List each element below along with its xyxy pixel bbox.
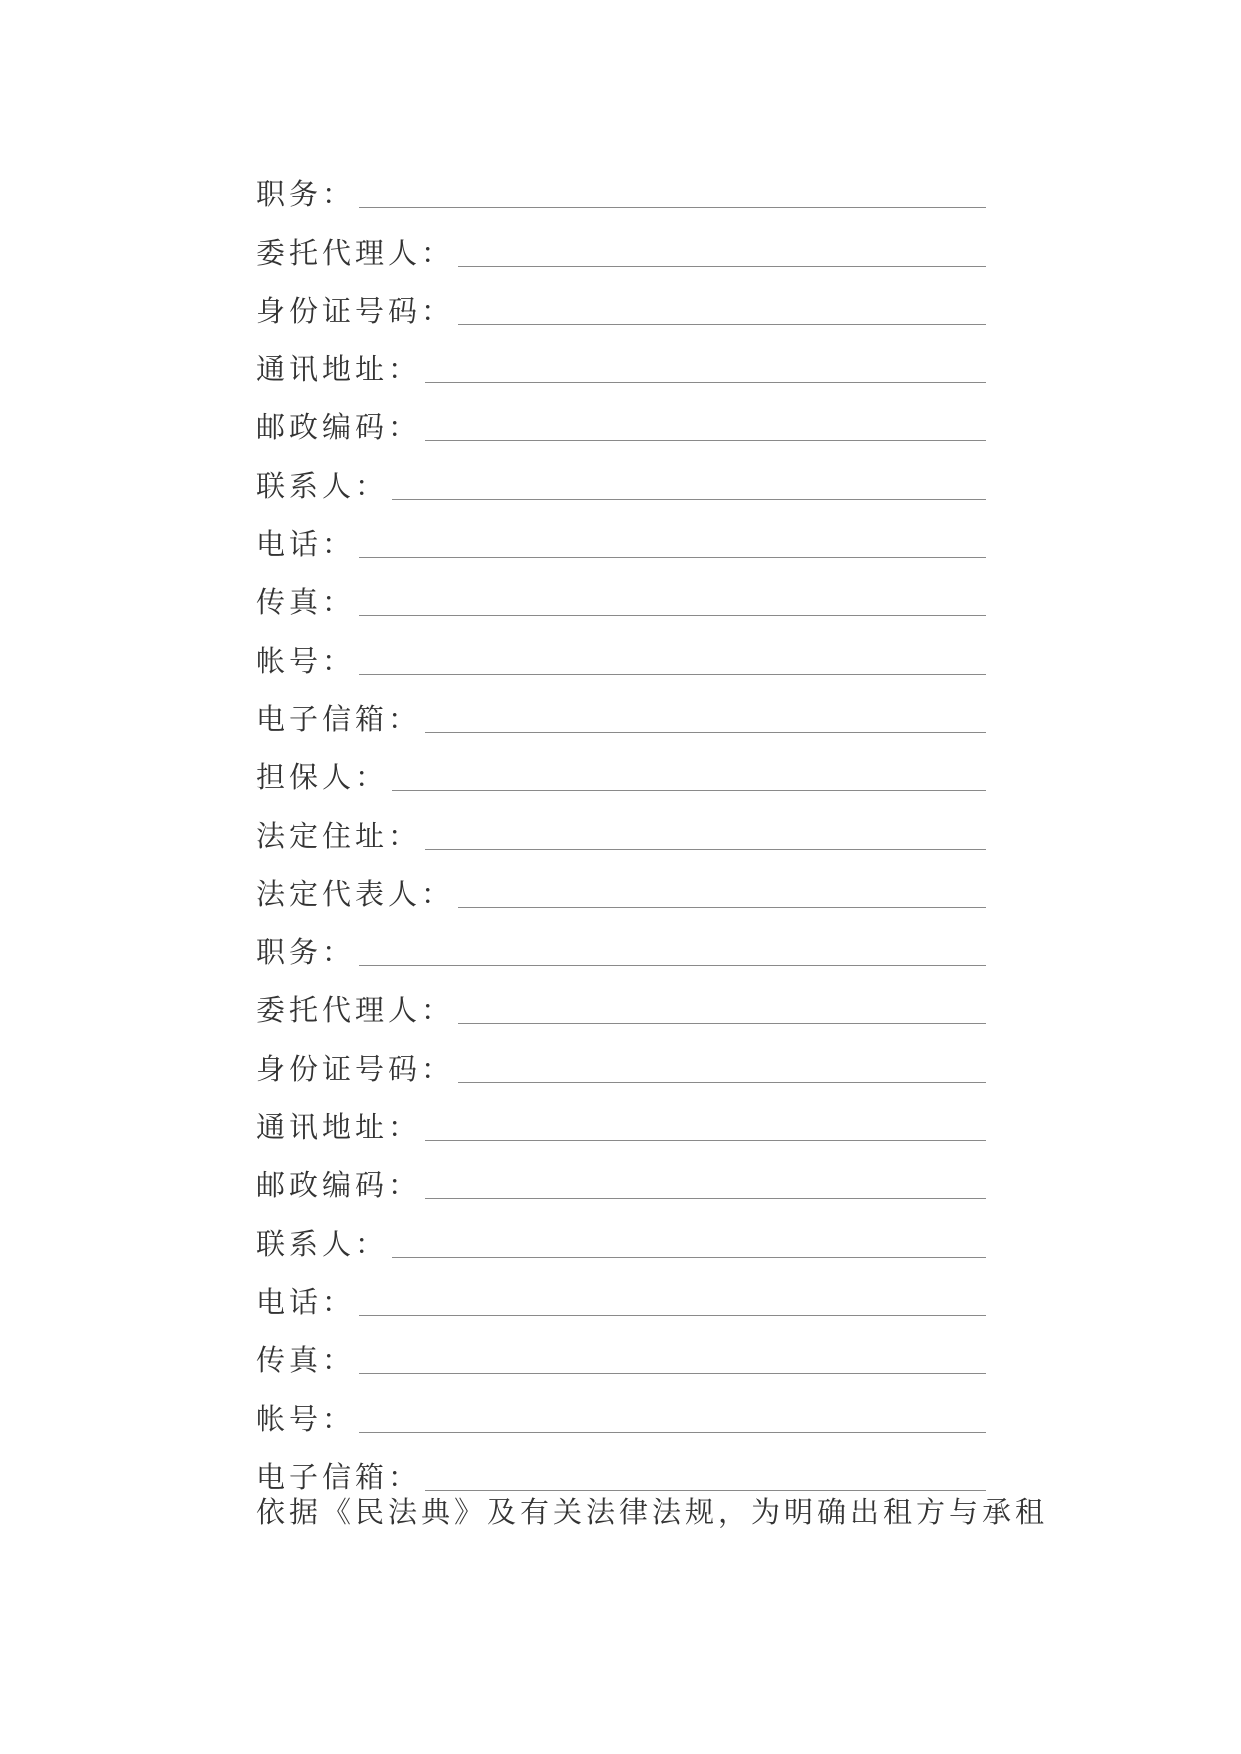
fill-in-blank-line[interactable] bbox=[425, 381, 986, 383]
form-field-row bbox=[256, 626, 986, 684]
fill-in-blank-line[interactable] bbox=[425, 1139, 986, 1141]
form-field-row bbox=[256, 277, 986, 335]
form-field-row bbox=[256, 1151, 986, 1209]
fill-in-blank-line[interactable] bbox=[359, 964, 986, 966]
fill-in-blank-line[interactable] bbox=[392, 789, 986, 791]
form-field-row bbox=[256, 218, 986, 276]
form-field-row bbox=[256, 918, 986, 976]
fill-in-blank-line[interactable] bbox=[425, 848, 986, 850]
field-label: 传真： bbox=[256, 1343, 356, 1378]
field-label: 邮政编码： bbox=[256, 1168, 422, 1203]
form-field-row bbox=[256, 510, 986, 568]
form-field-row bbox=[256, 1268, 986, 1326]
fill-in-blank-line[interactable] bbox=[359, 1431, 986, 1433]
form-field-row bbox=[256, 860, 986, 918]
fill-in-blank-line[interactable] bbox=[359, 673, 986, 675]
fill-in-blank-line[interactable] bbox=[425, 1197, 986, 1199]
field-label: 法定代表人： bbox=[256, 876, 455, 911]
field-label: 法定住址： bbox=[256, 818, 422, 853]
form-field-row bbox=[256, 801, 986, 859]
form-field-row bbox=[256, 1034, 986, 1092]
fill-in-blank-line[interactable] bbox=[458, 323, 986, 325]
field-label: 通讯地址： bbox=[256, 1110, 422, 1145]
form-fields bbox=[256, 160, 986, 1501]
field-label: 帐号： bbox=[256, 1401, 356, 1436]
form-field-row bbox=[256, 335, 986, 393]
form-field-row bbox=[256, 160, 986, 218]
fill-in-blank-line[interactable] bbox=[359, 556, 986, 558]
field-label: 传真： bbox=[256, 585, 356, 620]
form-field-row bbox=[256, 393, 986, 451]
field-label: 通讯地址： bbox=[256, 352, 422, 387]
form-field-row bbox=[256, 685, 986, 743]
fill-in-blank-line[interactable] bbox=[425, 439, 986, 441]
field-label: 担保人： bbox=[256, 760, 389, 795]
field-label: 联系人： bbox=[256, 1226, 389, 1261]
fill-in-blank-line[interactable] bbox=[392, 1256, 986, 1258]
field-label: 委托代理人： bbox=[256, 993, 455, 1028]
fill-in-blank-line[interactable] bbox=[458, 1022, 986, 1024]
field-label: 帐号： bbox=[256, 643, 356, 678]
fill-in-blank-line[interactable] bbox=[458, 906, 986, 908]
fill-in-blank-line[interactable] bbox=[458, 1081, 986, 1083]
form-field-row bbox=[256, 976, 986, 1034]
fill-in-blank-line[interactable] bbox=[359, 1314, 986, 1316]
field-label: 委托代理人： bbox=[256, 235, 455, 270]
fill-in-blank-line[interactable] bbox=[359, 206, 986, 208]
form-field-row bbox=[256, 1384, 986, 1442]
field-label: 电子信箱： bbox=[256, 701, 422, 736]
field-label: 邮政编码： bbox=[256, 410, 422, 445]
fill-in-blank-line[interactable] bbox=[359, 614, 986, 616]
fill-in-blank-line[interactable] bbox=[359, 1372, 986, 1374]
form-field-row bbox=[256, 1209, 986, 1267]
body-paragraph: 依据《民法典》及有关法律法规，为明确出租方与承租 bbox=[256, 1495, 1049, 1529]
fill-in-blank-line[interactable] bbox=[458, 265, 986, 267]
field-label: 身份证号码： bbox=[256, 293, 455, 328]
form-field-row bbox=[256, 1093, 986, 1151]
fill-in-blank-line[interactable] bbox=[392, 498, 986, 500]
field-label: 身份证号码： bbox=[256, 1051, 455, 1086]
form-field-row bbox=[256, 568, 986, 626]
field-label: 职务： bbox=[256, 177, 356, 212]
field-label: 职务： bbox=[256, 935, 356, 970]
field-label: 电子信箱： bbox=[256, 1459, 422, 1494]
field-label: 联系人： bbox=[256, 468, 389, 503]
fill-in-blank-line[interactable] bbox=[425, 731, 986, 733]
fill-in-blank-line[interactable] bbox=[425, 1489, 986, 1491]
form-field-row bbox=[256, 451, 986, 509]
field-label: 电话： bbox=[256, 527, 356, 562]
form-field-row bbox=[256, 1326, 986, 1384]
field-label: 电话： bbox=[256, 1284, 356, 1319]
form-field-row bbox=[256, 743, 986, 801]
